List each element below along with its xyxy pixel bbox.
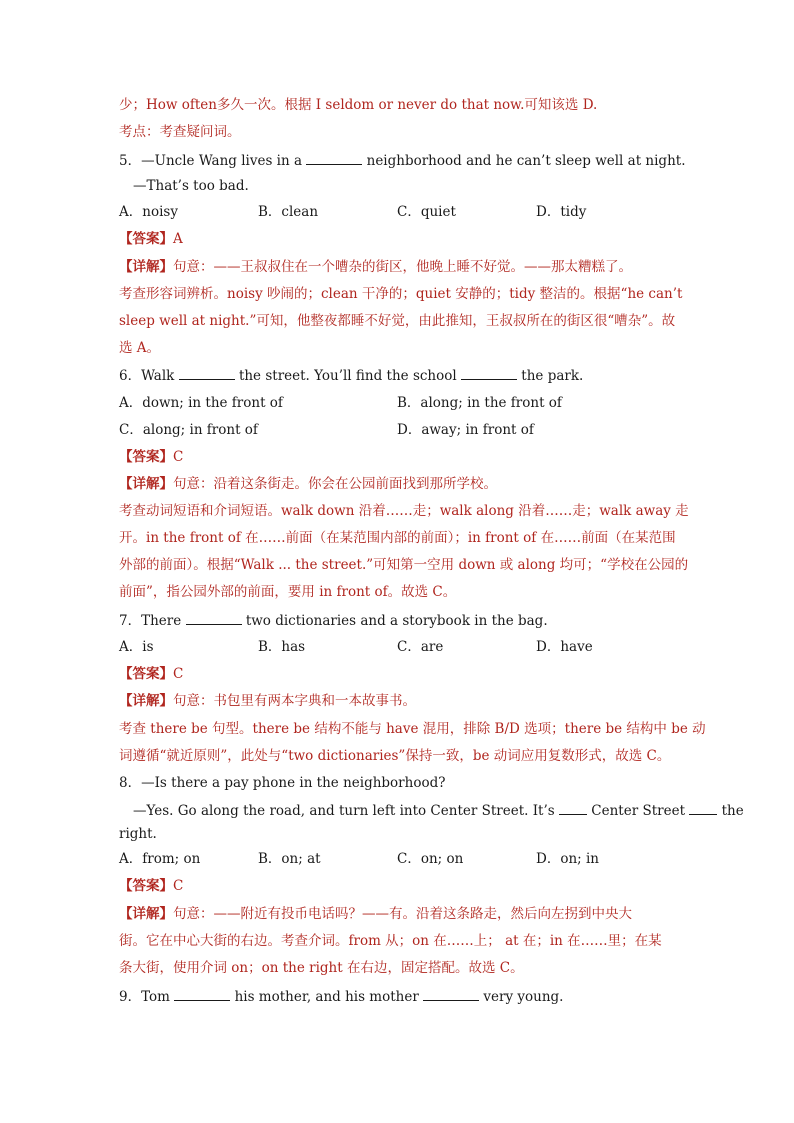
detail-line: 考查 there be 句型。there be 结构不能与 have 混用，排除 B/D 选项；there be 结构中 be 动	[119, 721, 706, 737]
option-d: D．have	[536, 639, 593, 655]
option-c: C．along; in front of	[119, 422, 258, 438]
option-b: B．has	[258, 639, 306, 655]
detail-line: 【详解】句意：沿着这条街走。你会在公园前面找到那所学校。	[119, 476, 497, 492]
option-b: B．clean	[258, 204, 319, 220]
answer-blank	[423, 987, 479, 1001]
detail-line: 前面”，指公园外部的前面，要用 in front of。故选 C。	[119, 584, 457, 600]
question-9-stem: 9．Tom his mother, and his mother very young.	[119, 989, 564, 1005]
question-5-stem: 5．—Uncle Wang lives in a neighborhood and he can’t sleep well at night.	[119, 153, 686, 169]
answer-value: C	[173, 449, 184, 465]
option-d: D．tidy	[536, 204, 587, 220]
detail-line: 考查动词短语和介词短语。walk down 沿着……走；walk along 沿着……走；walk away 走	[119, 503, 689, 519]
answer-blank	[689, 801, 717, 815]
question-7-stem: 7．There two dictionaries and a storybook in the bag.	[119, 613, 548, 629]
question-8-stem: 8．—Is there a pay phone in the neighborhood?	[119, 775, 446, 791]
option-d: D．on; in	[536, 851, 599, 867]
option-c: C．quiet	[397, 204, 456, 220]
option-a: A．is	[119, 639, 154, 655]
answer-line: 【答案】C	[119, 878, 184, 894]
answer-value: C	[173, 666, 184, 682]
detail-line: sleep well at night.”可知，他整夜都睡不好觉，由此推知，王叔叔所在的街区很“嘈杂”。故	[119, 313, 676, 329]
option-c: C．are	[397, 639, 444, 655]
answer-value: A	[173, 231, 183, 247]
option-c: C．on; on	[397, 851, 464, 867]
detail-line: 选 A。	[119, 340, 161, 356]
detail-line: 【详解】句意：书包里有两本字典和一本故事书。	[119, 693, 416, 709]
option-b: B．along; in the front of	[397, 395, 562, 411]
question-6-stem: 6．Walk the street. You’ll find the school the park.	[119, 368, 584, 384]
knowledge-point: 考点：考查疑问词。	[119, 124, 241, 140]
detail-line: 开。in the front of 在……前面（在某范围内部的前面）；in front of 在……前面（在某范围	[119, 530, 676, 546]
answer-line: 【答案】C	[119, 666, 184, 682]
detail-line: 街。它在中心大街的右边。考查介词。from 从；on 在……上； at 在；in 在……里；在某	[119, 933, 662, 949]
explanation-line: 少；How often多久一次。根据 I seldom or never do that now.可知该选 D.	[119, 97, 598, 113]
option-a: A．from; on	[119, 851, 201, 867]
answer-line: 【答案】C	[119, 449, 184, 465]
question-5-reply: —That’s too bad.	[133, 178, 249, 194]
answer-line: 【答案】A	[119, 231, 183, 247]
question-8-reply: —Yes. Go along the road, and turn left into Center Street. It’s Center Street the	[133, 803, 744, 819]
answer-blank	[306, 151, 362, 165]
detail-line: 考查形容词辨析。noisy 吵闹的；clean 干净的；quiet 安静的；tidy 整洁的。根据“he can’t	[119, 286, 683, 302]
answer-blank	[186, 611, 242, 625]
answer-blank	[461, 366, 517, 380]
detail-line: 【详解】句意：——附近有投币电话吗？——有。沿着这条路走，然后向左拐到中央大	[119, 906, 632, 922]
answer-blank	[174, 987, 230, 1001]
answer-value: C	[173, 878, 184, 894]
detail-line: 条大街，使用介词 on；on the right 在右边，固定搭配。故选 C。	[119, 960, 524, 976]
question-8-reply-cont: right.	[119, 826, 157, 842]
option-a: A．down; in the front of	[119, 395, 283, 411]
option-a: A．noisy	[119, 204, 178, 220]
option-b: B．on; at	[258, 851, 321, 867]
detail-line: 外部的前面）。根据“Walk ... the street.”可知第一空用 down 或 along 均可；“学校在公园的	[119, 557, 689, 573]
answer-blank	[179, 366, 235, 380]
detail-line: 【详解】句意：——王叔叔住在一个嘈杂的街区，他晚上睡不好觉。——那太糟糕了。	[119, 259, 632, 275]
detail-line: 词遵循“就近原则”，此处与“two dictionaries”保持一致，be 动词应用复数形式，故选 C。	[119, 748, 671, 764]
answer-blank	[559, 801, 587, 815]
option-d: D．away; in front of	[397, 422, 534, 438]
